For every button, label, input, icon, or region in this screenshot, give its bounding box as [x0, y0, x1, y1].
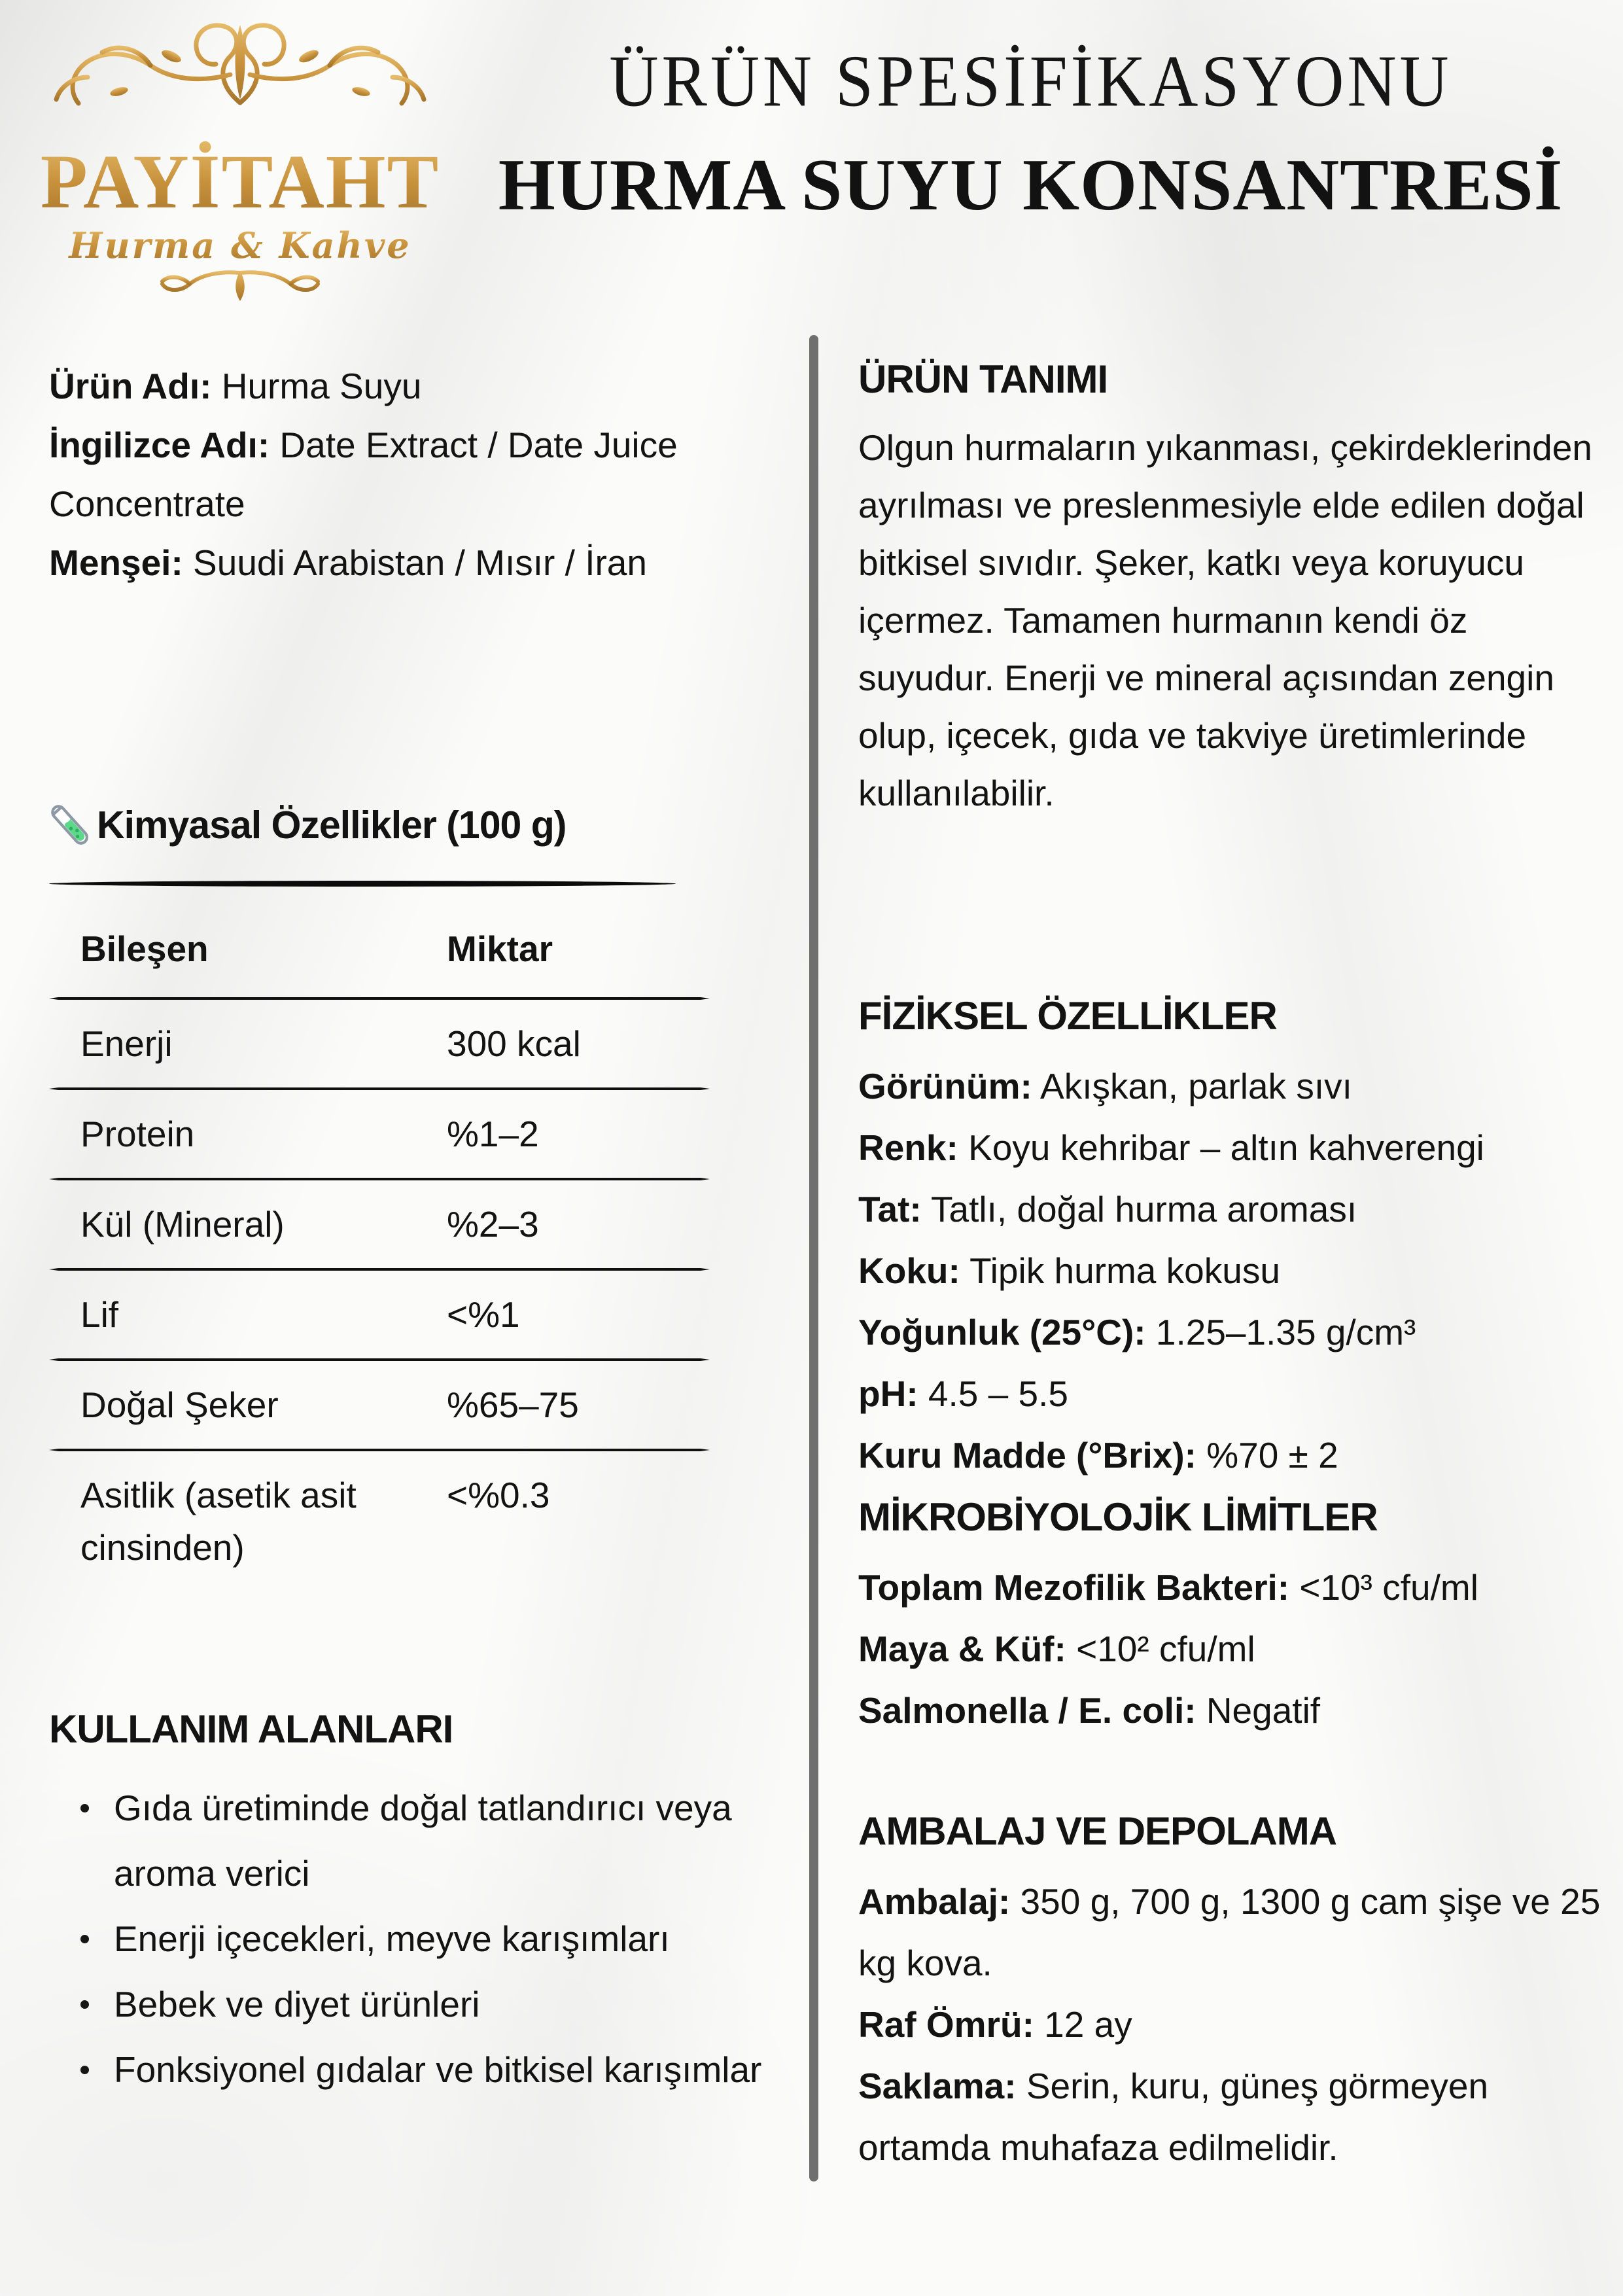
property-value: Negatif	[1196, 1690, 1321, 1731]
property-label: Toplam Mezofilik Bakteri:	[858, 1567, 1290, 1608]
product-info	[49, 357, 765, 592]
list-item	[49, 1971, 769, 2037]
page-subtitle: HURMA SUYU KONSANTRESİ	[498, 144, 1563, 226]
table-col-header-amount: Miktar	[447, 928, 553, 969]
property-line	[858, 1557, 1611, 1618]
table-row	[49, 1000, 710, 1087]
property-line	[858, 1301, 1611, 1363]
table-cell-amount: 300 kcal	[447, 1023, 581, 1064]
info-value: Suudi Arabistan / Mısır / İran	[183, 542, 647, 583]
property-line	[858, 1680, 1611, 1741]
chemical-properties-heading	[44, 800, 764, 851]
packaging-storage-section	[858, 1809, 1611, 2178]
property-value: Serin, kuru, güneş görmeyen ortamda muhafaza edilmelidir.	[858, 2066, 1489, 2168]
property-value: %70 ± 2	[1196, 1435, 1338, 1475]
property-label: Kuru Madde (°Brix):	[858, 1435, 1196, 1475]
property-value: 1.25–1.35 g/cm³	[1145, 1312, 1416, 1352]
property-label: Salmonella / E. coli:	[858, 1690, 1196, 1731]
property-label: Tat:	[858, 1189, 922, 1229]
page-header	[451, 39, 1610, 226]
property-label: Renk:	[858, 1127, 958, 1168]
logo-brand-text: PAYİTAHT	[40, 139, 440, 224]
table-cell-amount: <%1	[447, 1294, 520, 1335]
info-label: Menşei:	[49, 542, 183, 583]
table-row	[49, 1361, 710, 1449]
section-paragraph: Olgun hurmaların yıkanması, çekirdeklerinden ayrılması ve preslenmesiyle elde edilen doğal bitkisel sıvıdır. Şeker, katkı veya koruyucu içermez. Tamamen hurmanın kendi öz suyudur. Enerji ve mineral açısından zengin olup, içecek, gıda ve takviye üretimlerinde kullanılabilir.	[858, 427, 1592, 813]
property-label: Koku:	[858, 1250, 960, 1291]
table-cell-component: Doğal Şeker	[80, 1385, 279, 1425]
section-heading: ÜRÜN TANIMI	[858, 357, 1108, 401]
section-heading: AMBALAJ VE DEPOLAMA	[858, 1809, 1337, 1853]
logo-tagline-text: Hurma & Kahve	[69, 224, 411, 266]
info-line-english-name	[49, 415, 765, 533]
property-value: Koyu kehribar – altın kahverengi	[958, 1127, 1484, 1168]
page-title: ÜRÜN SPESİFİKASYONU	[609, 41, 1452, 122]
list-item-text: Bebek ve diyet ürünleri	[114, 1984, 480, 2024]
table-cell-component: Kül (Mineral)	[80, 1204, 285, 1245]
info-value: Hurma Suyu	[211, 366, 422, 406]
table-col-header-component: Bileşen	[80, 928, 209, 969]
section-heading: FİZİKSEL ÖZELLİKLER	[858, 994, 1277, 1038]
property-line	[858, 1618, 1611, 1680]
table-row	[49, 1090, 710, 1178]
property-label: Ambalaj:	[858, 1881, 1011, 1922]
product-definition-section	[858, 357, 1611, 822]
list-item-text: Fonksiyonel gıdalar ve bitkisel karışımlar	[114, 2049, 762, 2090]
table-cell-component: Asitlik (asetik asit cinsinden)	[80, 1475, 357, 1568]
section-divider	[49, 881, 676, 887]
property-line	[858, 1363, 1611, 1424]
property-value: 4.5 – 5.5	[918, 1373, 1068, 1414]
property-label: Görünüm:	[858, 1066, 1032, 1106]
list-item-text: Enerji içecekleri, meyve karışımları	[114, 1918, 670, 1959]
property-line	[858, 1117, 1611, 1178]
list-item	[49, 2037, 769, 2102]
property-label: Yoğunluk (25°C):	[858, 1312, 1146, 1352]
info-line-origin	[49, 533, 765, 592]
property-line	[858, 1240, 1611, 1301]
property-line	[858, 1178, 1611, 1240]
table-row	[49, 1271, 710, 1358]
brand-logo-graphic	[34, 14, 446, 302]
list-item-text: Gıda üretiminde doğal tatlandırıcı veya aroma verici	[114, 1788, 732, 1894]
list-item	[49, 1906, 769, 1971]
table-cell-amount: <%0.3	[447, 1475, 550, 1515]
property-label: Saklama:	[858, 2066, 1017, 2106]
property-label: pH:	[858, 1373, 918, 1414]
logo-ornament-bottom-icon	[162, 271, 318, 301]
list-item	[49, 1775, 769, 1906]
usage-areas-section	[49, 1706, 769, 2102]
microbiological-limits-section	[858, 1494, 1611, 1741]
bullet-icon	[80, 1804, 89, 1812]
property-value: Tipik hurma kokusu	[960, 1250, 1280, 1291]
column-divider	[809, 335, 818, 2181]
physical-properties-section	[858, 993, 1611, 1486]
table-divider	[49, 1358, 710, 1361]
table-divider	[49, 1178, 710, 1180]
info-label: İngilizce Adı:	[49, 425, 270, 465]
property-line	[858, 1994, 1611, 2055]
table-header-row	[49, 911, 710, 997]
property-value: Akışkan, parlak sıvı	[1032, 1066, 1352, 1106]
section-heading: MİKROBİYOLOJİK LİMİTLER	[858, 1495, 1378, 1539]
chemical-spec-table	[49, 911, 710, 1591]
property-line	[858, 2055, 1611, 2178]
table-divider	[49, 1268, 710, 1271]
property-line	[858, 1055, 1611, 1117]
property-value: 350 g, 700 g, 1300 g cam şişe ve 25 kg kova.	[858, 1881, 1601, 1983]
bullet-icon	[80, 2066, 89, 2074]
property-value: Tatlı, doğal hurma aroması	[921, 1189, 1357, 1229]
property-value: <10² cfu/ml	[1066, 1629, 1255, 1669]
table-divider	[49, 1087, 710, 1090]
table-cell-component: Lif	[80, 1294, 119, 1335]
table-cell-amount: %2–3	[447, 1204, 539, 1245]
table-cell-component: Protein	[80, 1114, 195, 1154]
usage-areas-heading: KULLANIM ALANLARI	[49, 1707, 453, 1751]
table-row	[49, 1180, 710, 1268]
property-line	[858, 1871, 1611, 1994]
table-cell-amount: %1–2	[447, 1114, 539, 1154]
table-row	[49, 1451, 710, 1591]
property-value: 12 ay	[1034, 2004, 1132, 2045]
property-label: Maya & Küf:	[858, 1629, 1066, 1669]
info-line-product-name	[49, 357, 765, 415]
bullet-icon	[80, 2000, 89, 2009]
test-tube-icon	[44, 800, 96, 851]
info-label: Ürün Adı:	[49, 366, 212, 406]
chemical-heading-text: Kimyasal Özellikler (100 g)	[97, 804, 567, 847]
logo-ornament-top-icon	[56, 25, 424, 103]
bullet-icon	[80, 1935, 89, 1943]
property-value: <10³ cfu/ml	[1289, 1567, 1478, 1608]
info-value: Date Extract / Date Juice Concentrate	[49, 425, 678, 524]
table-cell-amount: %65–75	[447, 1385, 579, 1425]
table-cell-component: Enerji	[80, 1023, 173, 1064]
table-divider	[49, 997, 710, 1000]
property-line	[858, 1424, 1611, 1486]
brand-logo	[34, 14, 446, 302]
table-divider	[49, 1449, 710, 1451]
property-label: Raf Ömrü:	[858, 2004, 1034, 2045]
